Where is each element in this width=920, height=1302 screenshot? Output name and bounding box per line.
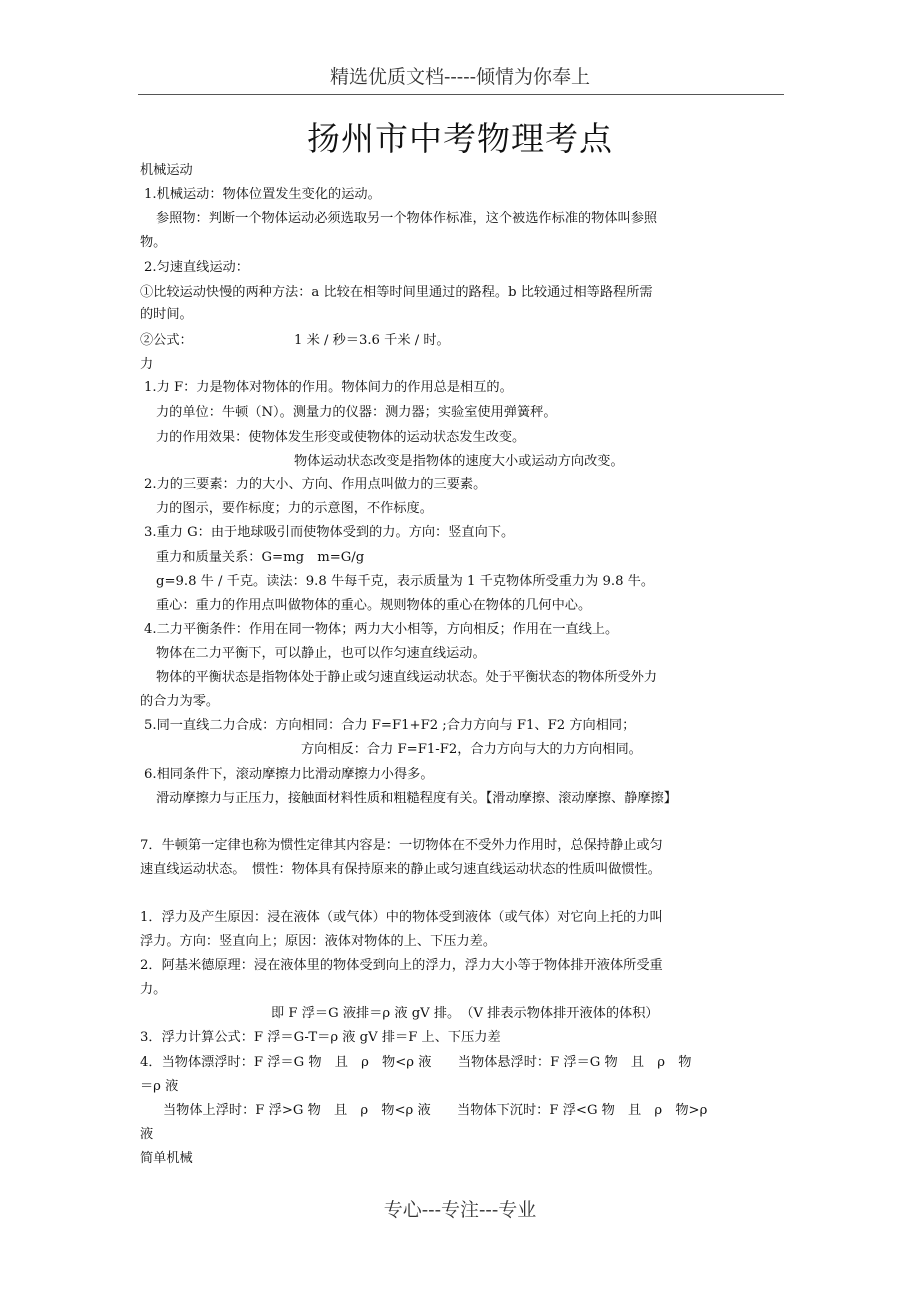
text-line: 浮力。方向：竖直向上；原因：液体对物体的上、下压力差。 <box>140 934 497 949</box>
text-line: 力。 <box>140 982 167 997</box>
text-line: 的时间。 <box>140 307 193 322</box>
text-line: 6.相同条件下，滚动摩擦力比滑动摩擦力小得多。 <box>144 767 434 782</box>
text-line: 5.同一直线二力合成：方向相同：合力 F=F1+F2 ;合力方向与 F1、F2 方向相同； <box>144 718 636 733</box>
text-line: 力的作用效果：使物体发生形变或使物体的运动状态发生改变。 <box>156 430 526 445</box>
text-line: ②公式： <box>140 333 193 348</box>
text-line: 的合力为零。 <box>140 694 220 709</box>
header-divider <box>138 94 784 95</box>
text-line: ①比较运动快慢的两种方法：a 比较在相等时间里通过的路程。b 比较通过相等路程所需 <box>140 285 653 300</box>
text-line: 当物体上浮时：F 浮>G 物 且 ρ 物<ρ 液 当物体下沉时：F 浮<G 物 且 ρ 物>ρ <box>163 1103 708 1118</box>
text-line: 4.二力平衡条件：作用在同一物体；两力大小相等，方向相反；作用在一直线上。 <box>144 622 619 637</box>
text-line: 1.力 F：力是物体对物体的作用。物体间力的作用总是相互的。 <box>144 380 513 395</box>
text-line: 物。 <box>140 235 167 250</box>
text-line: ＝ρ 液 <box>140 1079 179 1094</box>
text-line: 物体在二力平衡下，可以静止，也可以作匀速直线运动。 <box>156 646 486 661</box>
text-line: 3.重力 G：由于地球吸引而使物体受到的力。方向：竖直向下。 <box>144 525 515 540</box>
section-heading-force: 力 <box>140 357 154 372</box>
text-line: 2.匀速直线运动： <box>144 260 249 275</box>
text-line: 4．当物体漂浮时：F 浮＝G 物 且 ρ 物<ρ 液 当物体悬浮时：F 浮＝G 物 且 ρ 物 <box>140 1055 692 1070</box>
page-footer: 专心---专注---专业 <box>383 1199 537 1221</box>
text-line: 速直线运动状态。 惯性：物体具有保持原来的静止或匀速直线运动状态的性质叫做惯性。 <box>140 862 661 877</box>
text-line: 滑动摩擦力与正压力，接触面材料性质和粗糙程度有关。【滑动摩擦、滚动摩擦、静摩擦】 <box>156 791 677 806</box>
text-line: 液 <box>140 1127 154 1142</box>
text-line: 1．浮力及产生原因：浸在液体（或气体）中的物体受到液体（或气体）对它向上托的力叫 <box>140 910 663 925</box>
text-line: 力的单位：牛顿（N）。测量力的仪器：测力器；实验室使用弹簧秤。 <box>156 405 557 420</box>
text-line: 1 米 / 秒＝3.6 千米 / 时。 <box>294 333 450 348</box>
text-line: 方向相反：合力 F=F1-F2，合力方向与大的力方向相同。 <box>301 742 642 757</box>
text-line: 即 F 浮＝G 液排＝ρ 液 gV 排。 （V 排表示物体排开液体的体积） <box>271 1006 659 1021</box>
document-title: 扬州市中考物理考点 <box>307 119 613 158</box>
page-header: 精选优质文档-----倾情为你奉上 <box>329 66 591 88</box>
text-line: 2．阿基米德原理：浸在液体里的物体受到向上的浮力，浮力大小等于物体排开液体所受重 <box>140 958 663 973</box>
text-line: 物体运动状态改变是指物体的速度大小或运动方向改变。 <box>294 454 624 469</box>
text-line: 重力和质量关系：G=mg m=G/g <box>156 550 365 565</box>
text-line: 力的图示，要作标度；力的示意图，不作标度。 <box>156 501 433 516</box>
text-line: 7．牛顿第一定律也称为惯性定律其内容是：一切物体在不受外力作用时，总保持静止或匀 <box>140 838 663 853</box>
text-line: 重心：重力的作用点叫做物体的重心。规则物体的重心在物体的几何中心。 <box>156 598 592 613</box>
section-heading-mechanical-motion: 机械运动 <box>140 163 193 178</box>
text-line: 参照物：判断一个物体运动必须选取另一个物体作标准，这个被选作标准的物体叫参照 <box>156 211 658 226</box>
section-heading-simple-machines: 简单机械 <box>140 1151 193 1166</box>
text-line: g=9.8 牛 / 千克。读法：9.8 牛每千克，表示质量为 1 千克物体所受重力为 9.8 牛。 <box>156 574 655 589</box>
text-line: 3．浮力计算公式：F 浮＝G-T＝ρ 液 gV 排＝F 上、下压力差 <box>140 1030 501 1045</box>
text-line: 物体的平衡状态是指物体处于静止或匀速直线运动状态。处于平衡状态的物体所受外力 <box>156 670 658 685</box>
text-line: 2.力的三要素：力的大小、方向、作用点叫做力的三要素。 <box>144 477 487 492</box>
text-line: 1.机械运动：物体位置发生变化的运动。 <box>144 187 381 202</box>
